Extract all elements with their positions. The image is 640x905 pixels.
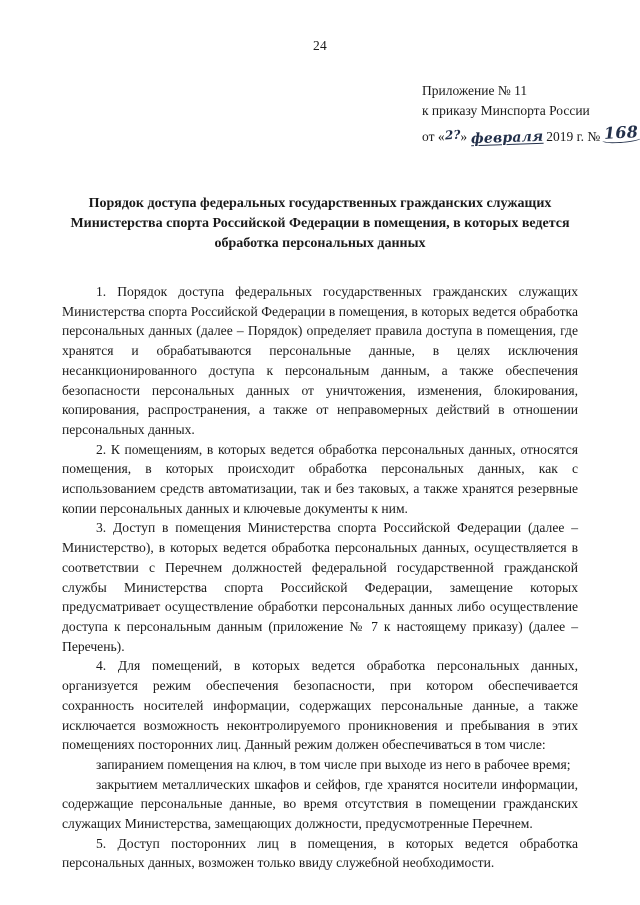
date-quote-close: » [460, 129, 471, 145]
paragraph-1: 1. Порядок доступа федеральных государственных гражданских служащих Министерства спорта Российской Федерации в помещения, в которых ведется обработка персональных данных (далее – Порядок) определяет правила доступа в помещения, где хранятся и обрабатываются персональные данные, в целях исключения несанкционированного доступа к персональным данным, а также обеспечения безопасности персональных данных от уничтожения, изменения, блокирования, копирования, распространения, а также от неправомерных действий в отношении персональных данных. [62, 284, 578, 437]
date-year-label: 2019 г. № [546, 129, 601, 145]
appendix-line-2: к приказу Минспорта России [422, 102, 590, 118]
page-number: 24 [312, 38, 328, 53]
paragraph-3: 3. Доступ в помещения Министерства спорта Российской Федерации (далее – Министерство), в которых ведется обработка персональных данных, осуществляется в соответствии с Перечнем должностей федеральной государственной гражданской службы Министерства спорта Российской Федерации, замещение которых предусматривает осуществление обработки персональных данных либо осуществление доступа к персональным данным (приложение № 7 к настоящему приказу) (далее – Перечень). [62, 520, 578, 654]
page-title [62, 194, 578, 254]
page-title-line-1: Порядок доступа федеральных государственных гражданских служащих [88, 196, 552, 212]
paragraph-2: 2. К помещениям, в которых ведется обработка персональных данных, относятся помещения, в которых происходит обработка персональных данных, как с использованием средств автоматизации, так и без таковых, а также хранятся резервные копии персональных данных и ключевые документы к ним. [62, 441, 578, 516]
page-title-line-3: обработка персональных данных [214, 236, 426, 252]
paragraph-7: 5. Доступ посторонних лиц в помещения, в которых ведется обработка персональных данных, возможен только ввиду служебной необходимости. [62, 835, 578, 871]
paragraph-6: закрытием металлических шкафов и сейфов, где хранятся носители информации, содержащие персональные данные, во время отсутствия в помещении гражданских служащих Министерства, замещающих должности, предусмотренные Перечнем. [62, 776, 578, 832]
paragraph-5: запиранием помещения на ключ, в том числе при выходе из него в рабочее время; [96, 756, 571, 772]
appendix-header [422, 81, 639, 148]
paragraph-4: 4. Для помещений, в которых ведется обработка персональных данных, организуется режим обеспечения безопасности, при котором обеспечивается сохранность носителей информации, содержащих персональные данные, а также исключается возможность неконтролируемого проникновения и пребывания в этих помещениях посторонних лиц. Данный режим должен обеспечиваться в том числе: [62, 658, 578, 753]
appendix-line-1: Приложение № 11 [422, 83, 528, 98]
handwritten-month: февраля [470, 128, 544, 148]
document-body [62, 282, 578, 873]
handwritten-number: 168 [603, 120, 638, 145]
appendix-dateline [422, 122, 639, 148]
date-prefix: от « [422, 129, 445, 145]
handwritten-day: 2? [444, 127, 461, 143]
page-title-line-2: Министерства спорта Российской Федерации в помещения, в которых ведется [70, 216, 570, 232]
